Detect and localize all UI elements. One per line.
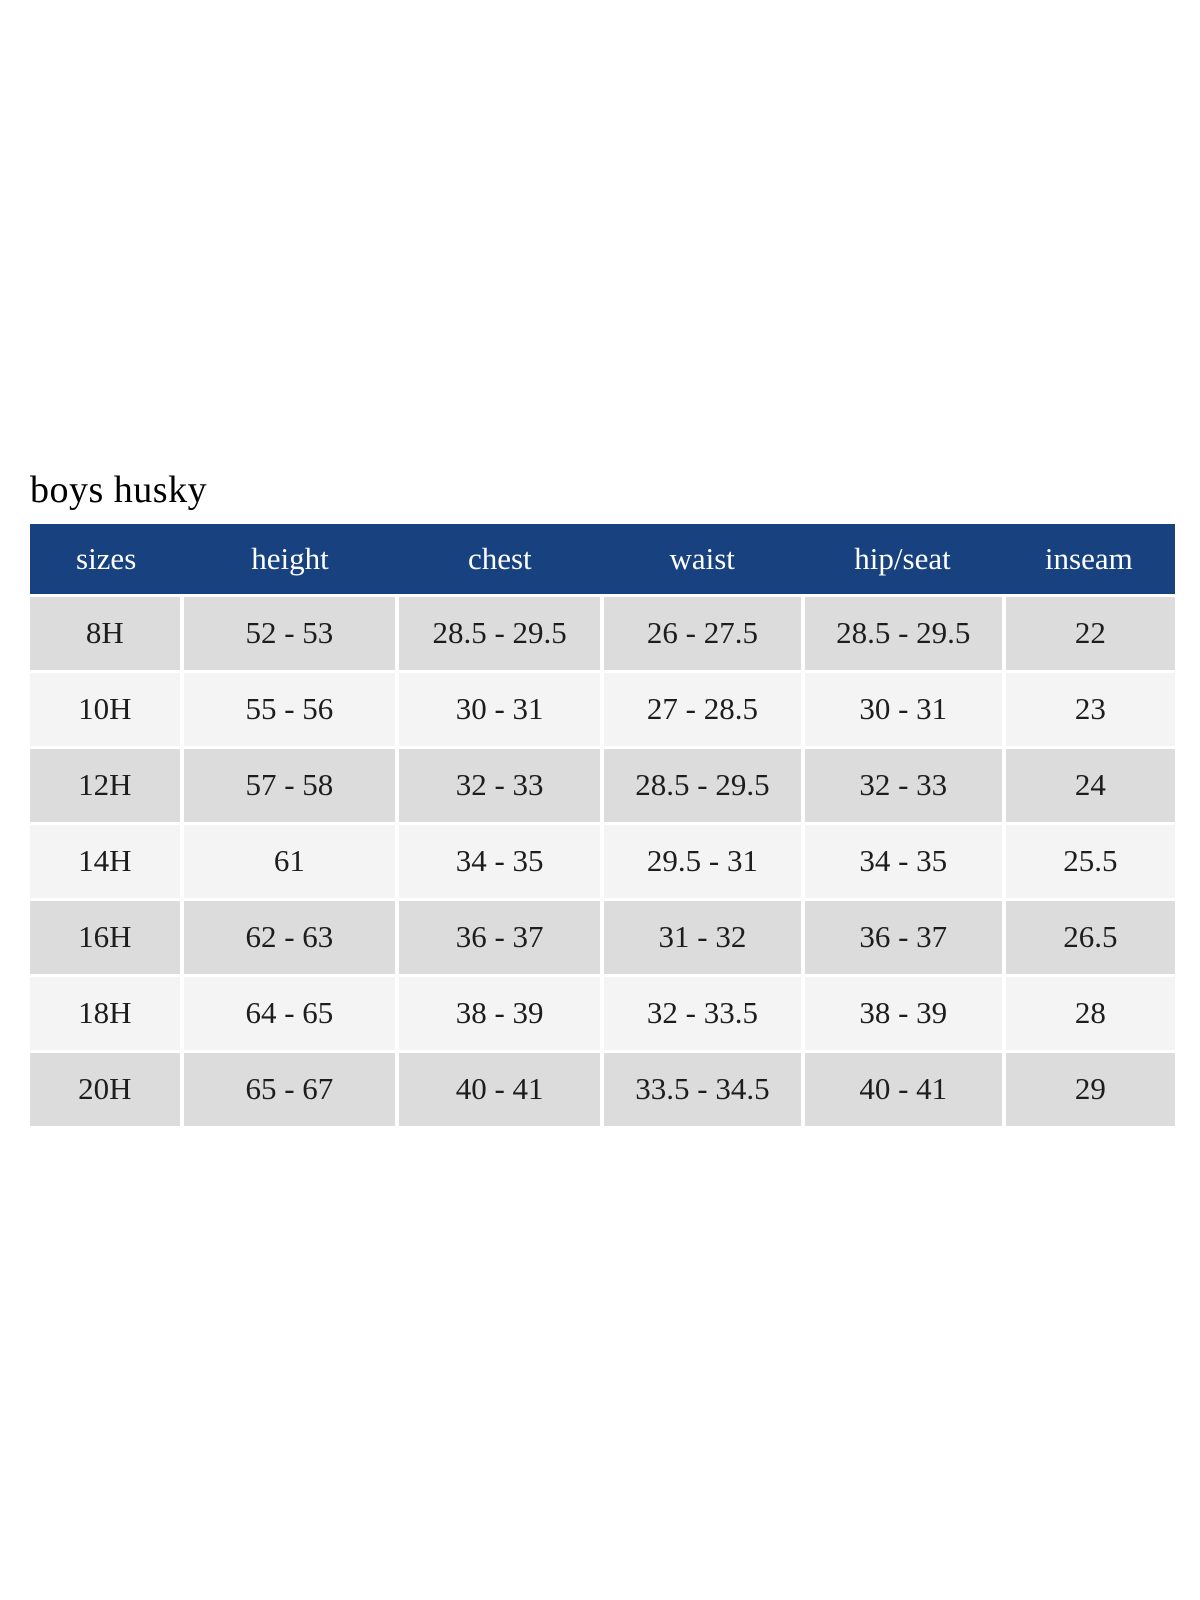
- table-cell: 38 - 39: [805, 977, 1002, 1050]
- size-cell: 20H: [30, 1053, 180, 1126]
- table-cell: 55 - 56: [184, 673, 396, 746]
- table-cell: 28.5 - 29.5: [604, 749, 801, 822]
- table-cell: 26.5: [1006, 901, 1175, 974]
- column-header-hip-seat: hip/seat: [854, 541, 951, 577]
- table-cell: 22: [1006, 597, 1175, 670]
- table-cell: 29: [1006, 1053, 1175, 1126]
- table-cell: 30 - 31: [399, 673, 600, 746]
- column-header-chest: chest: [467, 541, 532, 577]
- table-cell: 28.5 - 29.5: [399, 597, 600, 670]
- table-cell: 62 - 63: [184, 901, 396, 974]
- table-cell: 57 - 58: [184, 749, 396, 822]
- table-row: [30, 825, 1175, 898]
- table-cell: 52 - 53: [184, 597, 396, 670]
- table-cell: 40 - 41: [399, 1053, 600, 1126]
- size-chart-table: [30, 524, 1175, 1126]
- table-cell: 38 - 39: [399, 977, 600, 1050]
- table-cell: 36 - 37: [399, 901, 600, 974]
- size-chart-section: [30, 0, 1175, 1126]
- column-header-sizes: sizes: [76, 541, 137, 577]
- table-cell: 34 - 35: [805, 825, 1002, 898]
- table-cell: 30 - 31: [805, 673, 1002, 746]
- table-row: [30, 597, 1175, 670]
- table-cell: 24: [1006, 749, 1175, 822]
- size-cell: 16H: [30, 901, 180, 974]
- column-header-waist: waist: [669, 541, 735, 577]
- table-cell: 40 - 41: [805, 1053, 1002, 1126]
- table-cell: 23: [1006, 673, 1175, 746]
- column-header-height: height: [251, 541, 329, 577]
- table-cell: 34 - 35: [399, 825, 600, 898]
- table-cell: 64 - 65: [184, 977, 396, 1050]
- table-cell: 28: [1006, 977, 1175, 1050]
- size-cell: 18H: [30, 977, 180, 1050]
- table-cell: 32 - 33.5: [604, 977, 801, 1050]
- table-cell: 31 - 32: [604, 901, 801, 974]
- table-cell: 32 - 33: [399, 749, 600, 822]
- table-cell: 28.5 - 29.5: [805, 597, 1002, 670]
- table-cell: 27 - 28.5: [604, 673, 801, 746]
- table-row: [30, 749, 1175, 822]
- size-cell: 14H: [30, 825, 180, 898]
- size-cell: 8H: [30, 597, 180, 670]
- table-cell: 32 - 33: [805, 749, 1002, 822]
- table-row: [30, 977, 1175, 1050]
- table-cell: 29.5 - 31: [604, 825, 801, 898]
- table-row: [30, 1053, 1175, 1126]
- table-cell: 26 - 27.5: [604, 597, 801, 670]
- table-cell: 25.5: [1006, 825, 1175, 898]
- size-chart-title: boys husky: [30, 469, 208, 511]
- size-cell: 10H: [30, 673, 180, 746]
- table-header-row: [30, 524, 1175, 594]
- column-header-inseam: inseam: [1044, 541, 1133, 577]
- table-row: [30, 673, 1175, 746]
- size-cell: 12H: [30, 749, 180, 822]
- table-cell: 65 - 67: [184, 1053, 396, 1126]
- table-row: [30, 901, 1175, 974]
- table-cell: 61: [184, 825, 396, 898]
- table-body: [30, 597, 1175, 1126]
- table-cell: 36 - 37: [805, 901, 1002, 974]
- table-cell: 33.5 - 34.5: [604, 1053, 801, 1126]
